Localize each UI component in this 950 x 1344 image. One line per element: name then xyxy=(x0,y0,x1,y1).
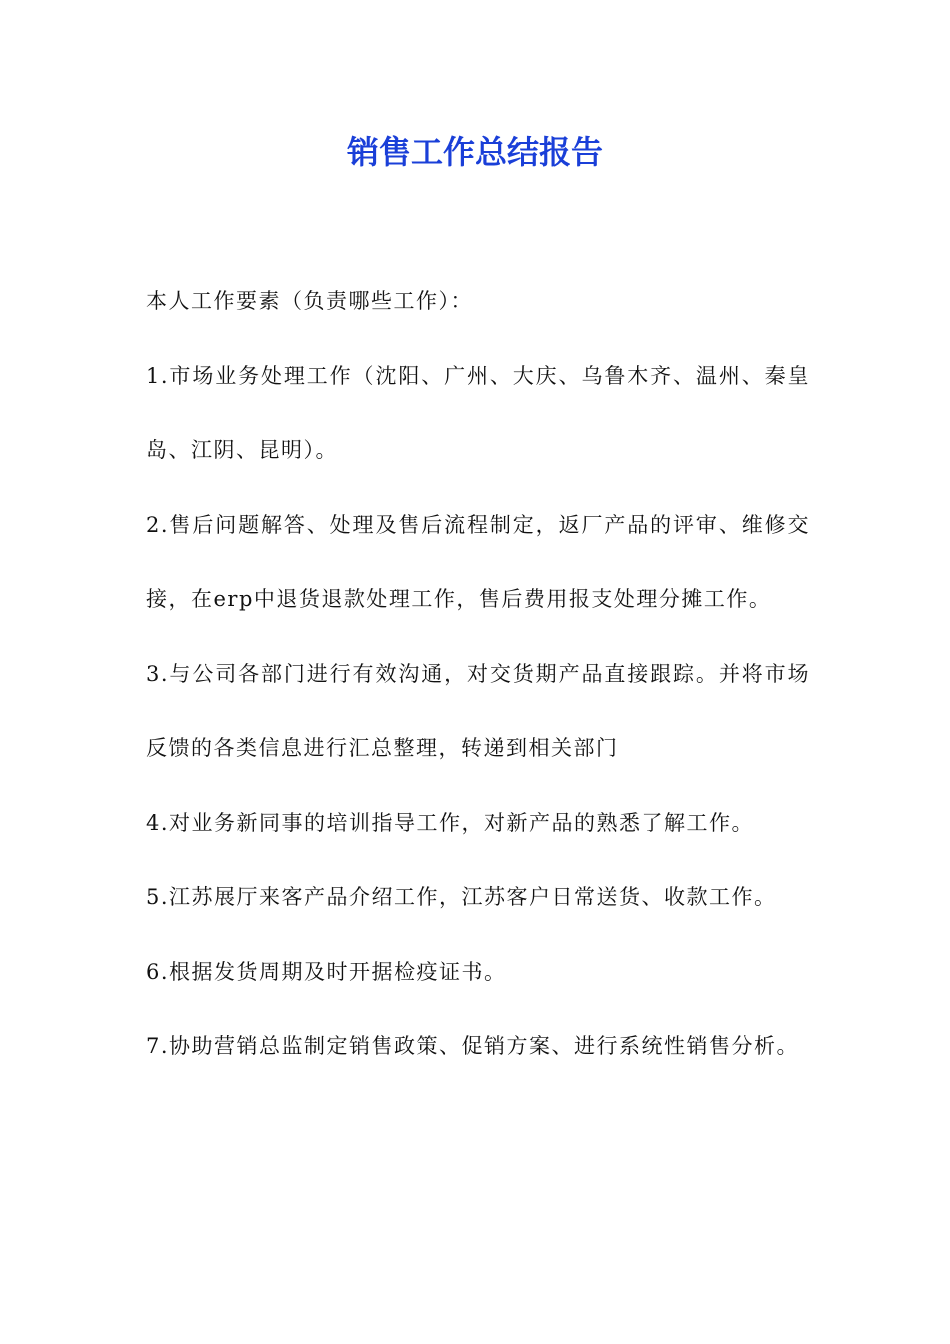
list-item-7: 7.协助营销总监制定销售政策、促销方案、进行系统性销售分析。 xyxy=(146,1034,800,1058)
list-item-3: 3.与公司各部门进行有效沟通，对交货期产品直接跟踪。并将市场反馈的各类信息进行汇总整理，转递到相关部门 xyxy=(146,661,810,760)
list-item-5: 5.江苏展厅来客产品介绍工作，江苏客户日常送货、收款工作。 xyxy=(146,885,777,909)
list-item-1: 1.市场业务处理工作（沈阳、广州、大庆、乌鲁木齐、温州、秦皇岛、江阴、昆明）。 xyxy=(146,363,810,462)
list-item-2: 2.售后问题解答、处理及售后流程制定，返厂产品的评审、维修交接，在erp中退货退款处理工作，售后费用报支处理分摊工作。 xyxy=(146,512,810,611)
document-body xyxy=(146,264,810,1084)
list-item-6: 6.根据发货周期及时开据检疫证书。 xyxy=(146,959,507,984)
intro-paragraph: 本人工作要素（负责哪些工作）： xyxy=(146,289,473,313)
document-title: 销售工作总结报告 xyxy=(346,133,603,171)
list-item-4: 4.对业务新同事的培训指导工作，对新产品的熟悉了解工作。 xyxy=(146,810,755,835)
